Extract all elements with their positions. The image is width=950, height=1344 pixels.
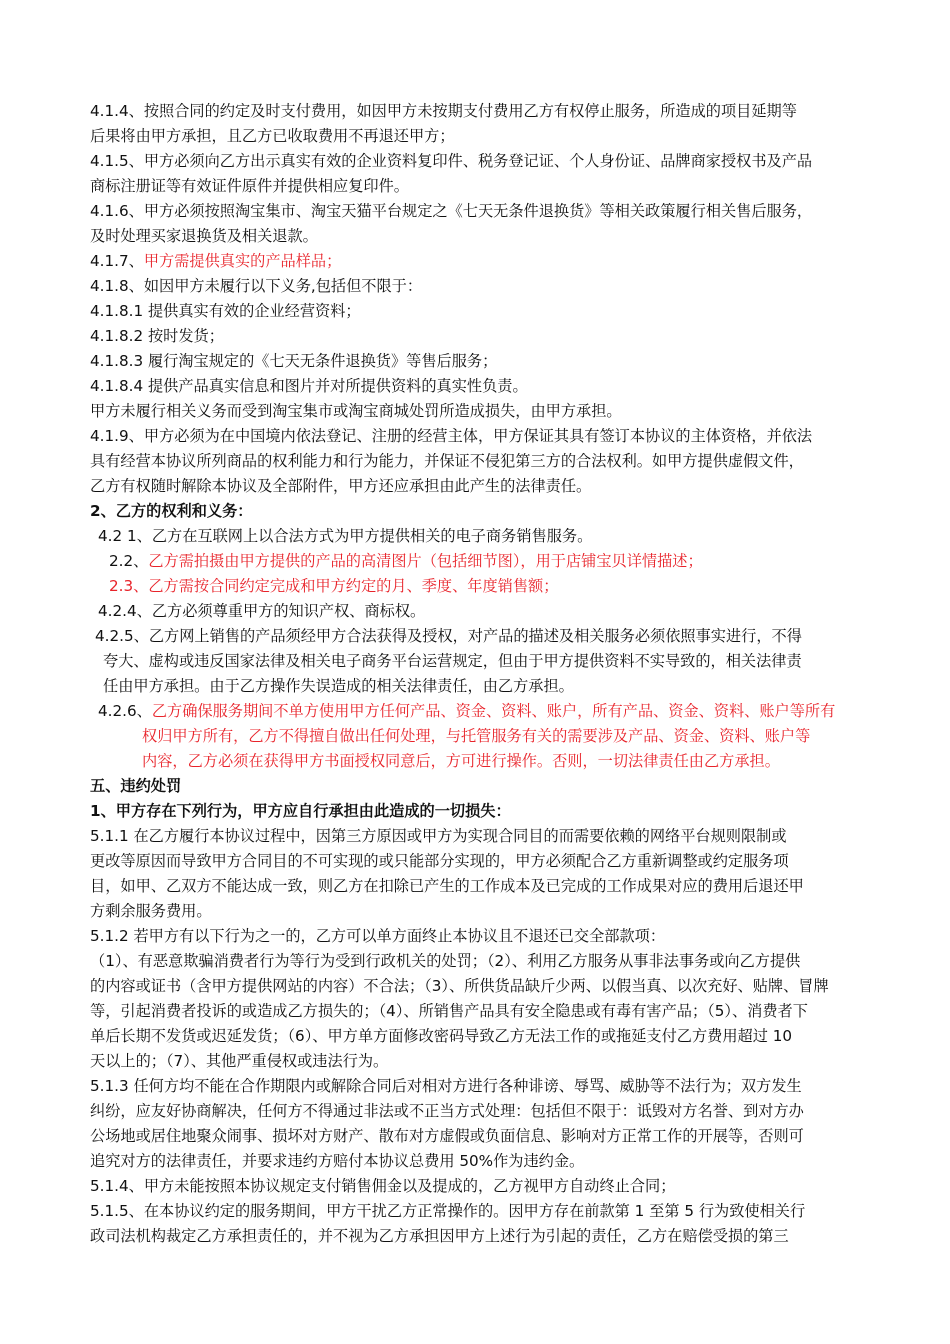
highlighted-clause: 乙方需拍摄由甲方提供的产品的高清图片（包括细节图），用于店铺宝贝详情描述； <box>148 552 703 570</box>
text-line: 政司法机构裁定乙方承担责任的，并不视为乙方承担因甲方上述行为引起的责任，乙方在赔偿受损的第三 <box>90 1227 789 1245</box>
text-line: 单后长期不发货或迟延发货；（6）、甲方单方面修改密码导致乙方无法工作的或拖延支付乙方费用超过 10 <box>90 1027 793 1045</box>
highlighted-clause: 2.3、乙方需按合同约定完成和甲方约定的月、季度、年度销售额； <box>109 577 559 595</box>
text-line: 任由甲方承担。由于乙方操作失误造成的相关法律责任，由乙方承担。 <box>103 677 574 695</box>
text-line: 的内容或证书（含甲方提供网站的内容）不合法；（3）、所供货品缺斤少两、以假当真、以次充好、贴牌、冒牌 <box>90 977 829 995</box>
text-line: 公场地或居住地聚众闹事、损坏对方财产、散布对方虚假或负面信息、影响对方正常工作的开展等，否则可 <box>90 1127 804 1145</box>
text-line <box>90 248 870 274</box>
text-line: （1）、有恶意欺骗消费者行为等行为受到行政机关的处罚；（2）、利用乙方服务从事非法事务或向乙方提供 <box>90 952 801 970</box>
clause-number: 4.2.6、 <box>98 702 152 720</box>
text-line: 4.1.8、如因甲方未履行以下义务,包括但不限于： <box>90 277 423 295</box>
text-line: 乙方有权随时解除本协议及全部附件，甲方还应承担由此产生的法律责任。 <box>90 477 592 495</box>
text-line: 甲方未履行相关义务而受到淘宝集市或淘宝商城处罚所造成损失，由甲方承担。 <box>90 402 622 420</box>
text-line: 商标注册证等有效证件原件并提供相应复印件。 <box>90 177 409 195</box>
text-line: 5.1.4、甲方未能按照本协议规定支付销售佣金以及提成的，乙方视甲方自动终止合同； <box>90 1177 676 1195</box>
text-line <box>98 698 878 724</box>
text-line: 具有经营本协议所列商品的权利能力和行为能力，并保证不侵犯第三方的合法权利。如甲方提供虚假文件， <box>90 452 804 470</box>
section-heading: 1、甲方存在下列行为，甲方应自行承担由此造成的一切损失： <box>90 802 511 820</box>
text-line: 天以上的；（7）、其他严重侵权或违法行为。 <box>90 1052 389 1070</box>
highlighted-clause: 内容，乙方必须在获得甲方书面授权同意后，方可进行操作。否则，一切法律责任由乙方承担。 <box>142 752 780 770</box>
text-line: 4.1.4、按照合同的约定及时支付费用，如因甲方未按期支付费用乙方有权停止服务，所造成的项目延期等 <box>90 102 797 120</box>
clause-number: 4.1.7、 <box>90 252 144 270</box>
text-line: 夸大、虚构或违反国家法律及相关电子商务平台运营规定，但由于甲方提供资料不实导致的，相关法律责 <box>103 652 802 670</box>
text-line <box>109 548 889 574</box>
text-line: 4.1.8.2 按时发货； <box>90 327 224 345</box>
text-line: 4.1.6、甲方必须按照淘宝集市、淘宝天猫平台规定之《七天无条件退换货》等相关政策履行相关售后服务， <box>90 202 813 220</box>
text-line: 等，引起消费者投诉的或造成乙方损失的；（4）、所销售产品具有安全隐患或有毒有害产品；（5）、消费者下 <box>90 1002 808 1020</box>
text-line: 目，如甲、乙双方不能达成一致，则乙方在扣除已产生的工作成本及已完成的工作成果对应的费用后退还甲 <box>90 877 804 895</box>
highlighted-clause: 乙方确保服务期间不单方使用甲方任何产品、资金、资料、账户，所有产品、资金、资料、账户等所有 <box>151 702 836 720</box>
section-heading: 五、违约处罚 <box>90 777 182 795</box>
text-line: 更改等原因而导致甲方合同目的不可实现的或只能部分实现的，甲方必须配合乙方重新调整或约定服务项 <box>90 852 789 870</box>
text-line: 4.2 1、乙方在互联网上以合法方式为甲方提供相关的电子商务销售服务。 <box>98 527 593 545</box>
text-line: 4.2.4、乙方必须尊重甲方的知识产权、商标权。 <box>98 602 426 620</box>
text-line: 4.1.8.4 提供产品真实信息和图片并对所提供资料的真实性负责。 <box>90 377 528 395</box>
text-line: 纠纷，应友好协商解决，任何方不得通过非法或不正当方式处理：包括但不限于：诋毁对方名誉、到对方办 <box>90 1102 804 1120</box>
text-line: 4.1.9、甲方必须为在中国境内依法登记、注册的经营主体，甲方保证其具有签订本协议的主体资格，并依法 <box>90 427 813 445</box>
text-line: 4.1.8.3 履行淘宝规定的《七天无条件退换货》等售后服务； <box>90 352 498 370</box>
highlighted-clause: 甲方需提供真实的产品样品； <box>143 252 342 270</box>
text-line: 方剩余服务费用。 <box>90 902 212 920</box>
clause-number: 2.2、 <box>109 552 149 570</box>
text-line: 4.1.8.1 提供真实有效的企业经营资料； <box>90 302 361 320</box>
text-line: 5.1.5、在本协议约定的服务期间，甲方干扰乙方正常操作的。因甲方存在前款第 1 至第 5 行为致使相关行 <box>90 1202 806 1220</box>
text-line: 5.1.2 若甲方有以下行为之一的，乙方可以单方面终止本协议且不退还已交全部款项： <box>90 927 666 945</box>
section-heading: 2、乙方的权利和义务： <box>90 502 253 520</box>
text-line: 追究对方的法律责任，并要求违约方赔付本协议总费用 50%作为违约金。 <box>90 1152 585 1170</box>
text-line: 4.2.5、乙方网上销售的产品须经甲方合法获得及授权，对产品的描述及相关服务必须依照事实进行，不得 <box>95 627 802 645</box>
text-line: 及时处理买家退换货及相关退款。 <box>90 227 318 245</box>
text-line: 5.1.3 任何方均不能在合作期限内或解除合同后对相对方进行各种诽谤、辱骂、威胁等不法行为；双方发生 <box>90 1077 802 1095</box>
text-line: 5.1.1 在乙方履行本协议过程中，因第三方原因或甲方为实现合同目的而需要依赖的网络平台规则限制或 <box>90 827 787 845</box>
text-line: 4.1.5、甲方必须向乙方出示真实有效的企业资料复印件、税务登记证、个人身份证、品牌商家授权书及产品 <box>90 152 813 170</box>
text-line: 后果将由甲方承担，且乙方已收取费用不再退还甲方； <box>90 127 455 145</box>
highlighted-clause: 权归甲方所有，乙方不得擅自做出任何处理，与托管服务有关的需要涉及产品、资金、资料、账户等 <box>142 727 811 745</box>
